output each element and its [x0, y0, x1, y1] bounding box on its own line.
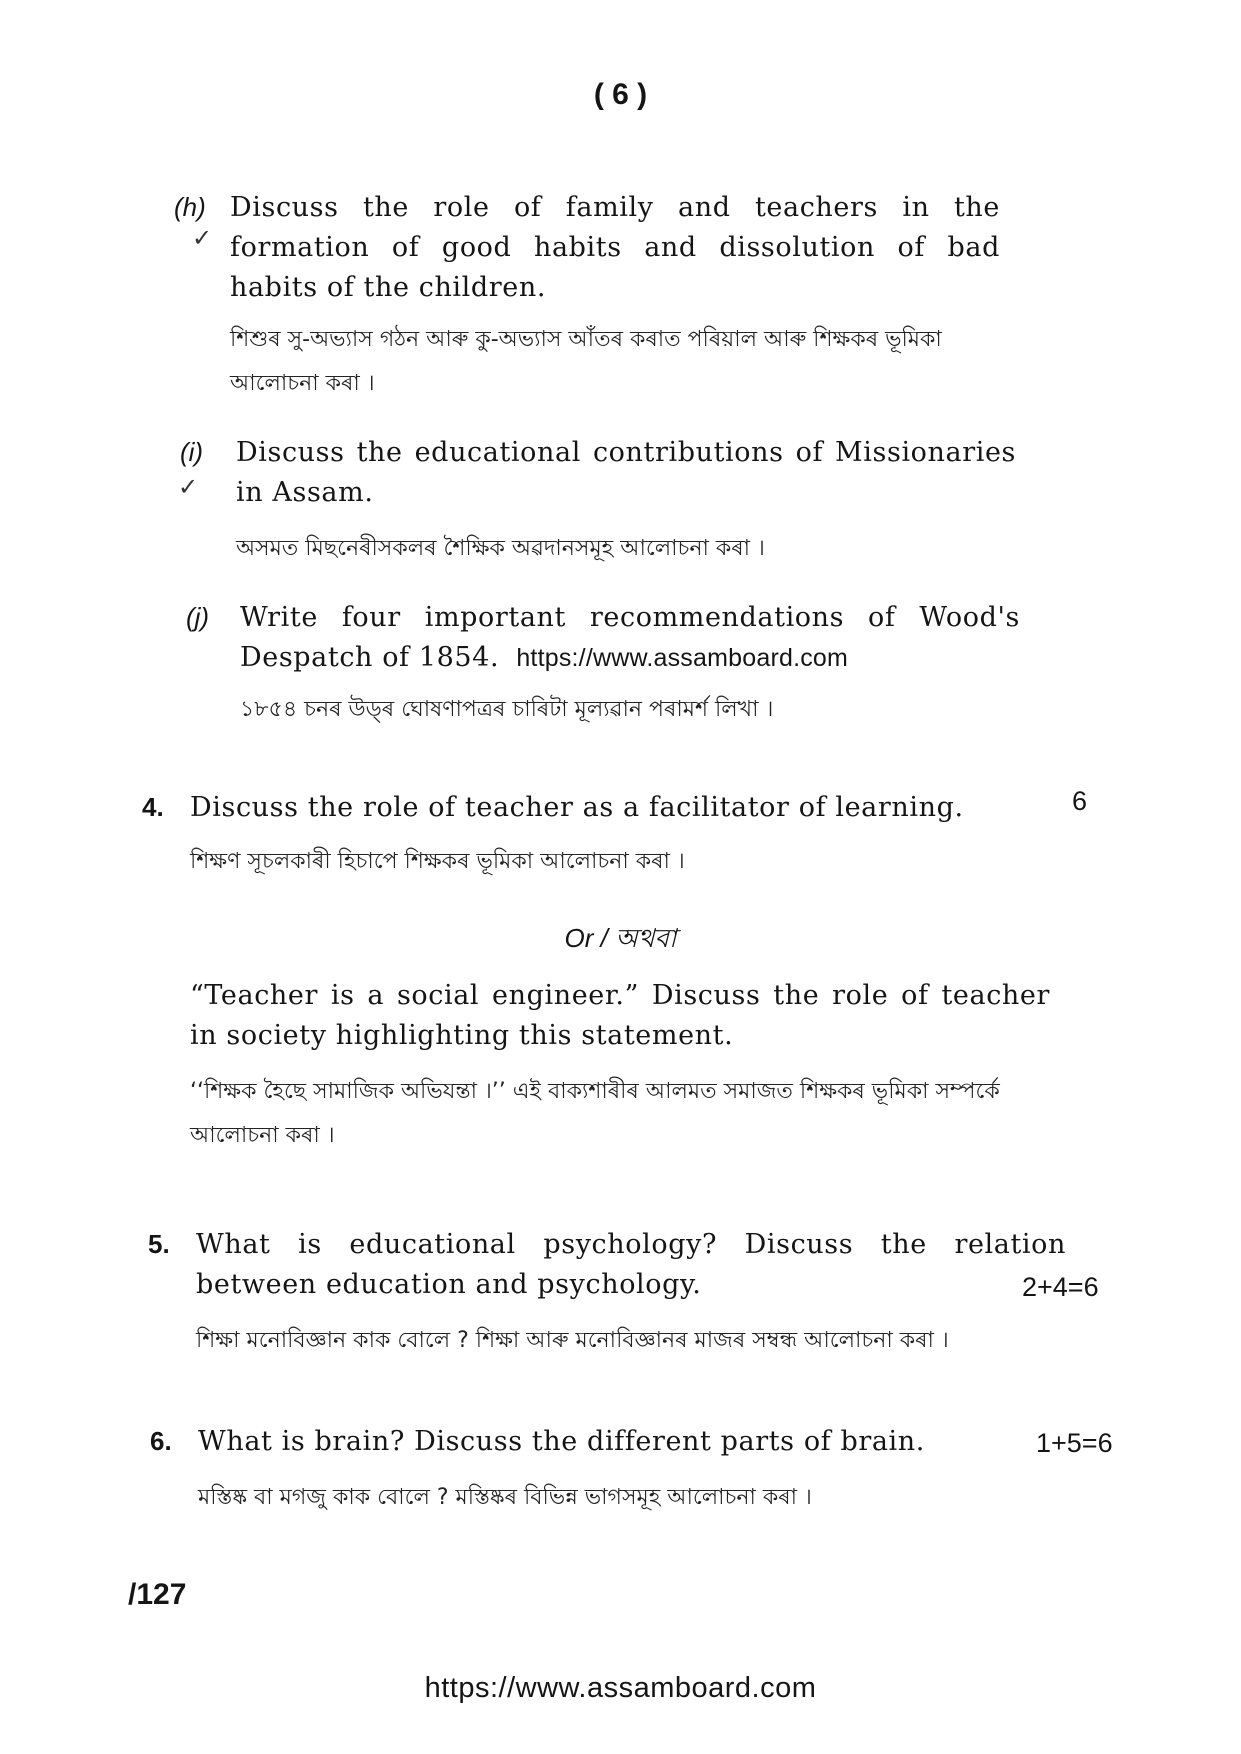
question-text-assamese: ১৮৫৪ চনৰ উড্‌ৰ ঘোষণাপত্ৰৰ চাৰিটা মূল্যৱান পৰামৰ্শ লিখা । [240, 697, 774, 722]
question-label: (j) [186, 602, 210, 632]
question-label: (i) [180, 437, 204, 467]
question-text-english [240, 598, 1020, 678]
watermark-url: https://www.assamboard.com [516, 644, 849, 672]
question-number: 4. [142, 792, 164, 822]
question-text-english: What is brain? Discuss the different parts of brain. [198, 1426, 925, 1457]
question-number: 6. [150, 1426, 172, 1456]
question-text-assamese: শিক্ষা মনোবিজ্ঞান কাক বোলে ? শিক্ষা আৰু মনোবিজ্ঞানৰ মাজৰ সম্বন্ধ আলোচনা কৰা । [196, 1328, 949, 1353]
question-6 [150, 1422, 1018, 1520]
question-text-assamese: ‘‘শিক্ষক হৈছে সামাজিক অভিযন্তা ।’’ এই বাক্যশাৰীৰ আলমত সমাজত শিক্ষকৰ ভূমিকা সম্পৰ্কে আলোচনা কৰা । [190, 1079, 1000, 1148]
marks: 2+4=6 [1022, 1272, 1099, 1302]
question-i [178, 433, 1016, 571]
question-text-english: Discuss the role of family and teachers in the formation of good habits and dissolution of bad habits of the children. [230, 192, 1000, 303]
question-text-english: Discuss the role of teacher as a facilitator of learning. [190, 792, 964, 823]
question-text-english: Discuss the educational contributions of Missionaries in Assam. [236, 437, 1016, 508]
question-4-alternative [190, 976, 1050, 1158]
question-h [174, 188, 1000, 406]
question-text: Write four important recommendations of Wood's Despatch of 1854. [240, 602, 1020, 673]
marks: 6 [1072, 786, 1088, 816]
question-text-assamese: মস্তিষ্ক বা মগজু কাক বোলে ? মস্তিষ্কৰ বিভিন্ন ভাগসমূহ আলোচনা কৰা । [198, 1485, 812, 1510]
question-j [186, 598, 1020, 732]
checkmark-icon: ✓ [192, 224, 213, 252]
paper-code: /127 [128, 1578, 187, 1611]
question-4 [142, 788, 1050, 884]
question-5 [148, 1225, 1066, 1363]
marks: 1+5=6 [1036, 1428, 1113, 1458]
footer-url[interactable]: https://www.assamboard.com [424, 1672, 817, 1704]
or-separator: Or / অথবা [564, 923, 677, 953]
question-text-assamese: শিশুৰ সু-অভ্যাস গঠন আৰু কু-অভ্যাস আঁতৰ কৰাত পৰিয়াল আৰু শিক্ষকৰ ভূমিকা আলোচনা কৰা । [230, 327, 942, 396]
question-number: 5. [148, 1229, 170, 1259]
question-text-assamese: শিক্ষণ সূচলকাৰী হিচাপে শিক্ষকৰ ভূমিকা আলোচনা কৰা । [190, 849, 685, 874]
question-text-english: What is educational psychology? Discuss the relation between education and psychology. [196, 1229, 1066, 1300]
checkmark-icon: ✓ [178, 473, 199, 501]
page-number: ( 6 ) [593, 78, 648, 111]
question-label: (h) [174, 192, 206, 222]
question-text-english: “Teacher is a social engineer.” Discuss the role of teacher in society highlighting this statement. [190, 980, 1050, 1051]
question-text-assamese: অসমত মিছনেৰীসকলৰ শৈক্ষিক অৱদানসমূহ আলোচনা কৰা । [236, 536, 765, 561]
